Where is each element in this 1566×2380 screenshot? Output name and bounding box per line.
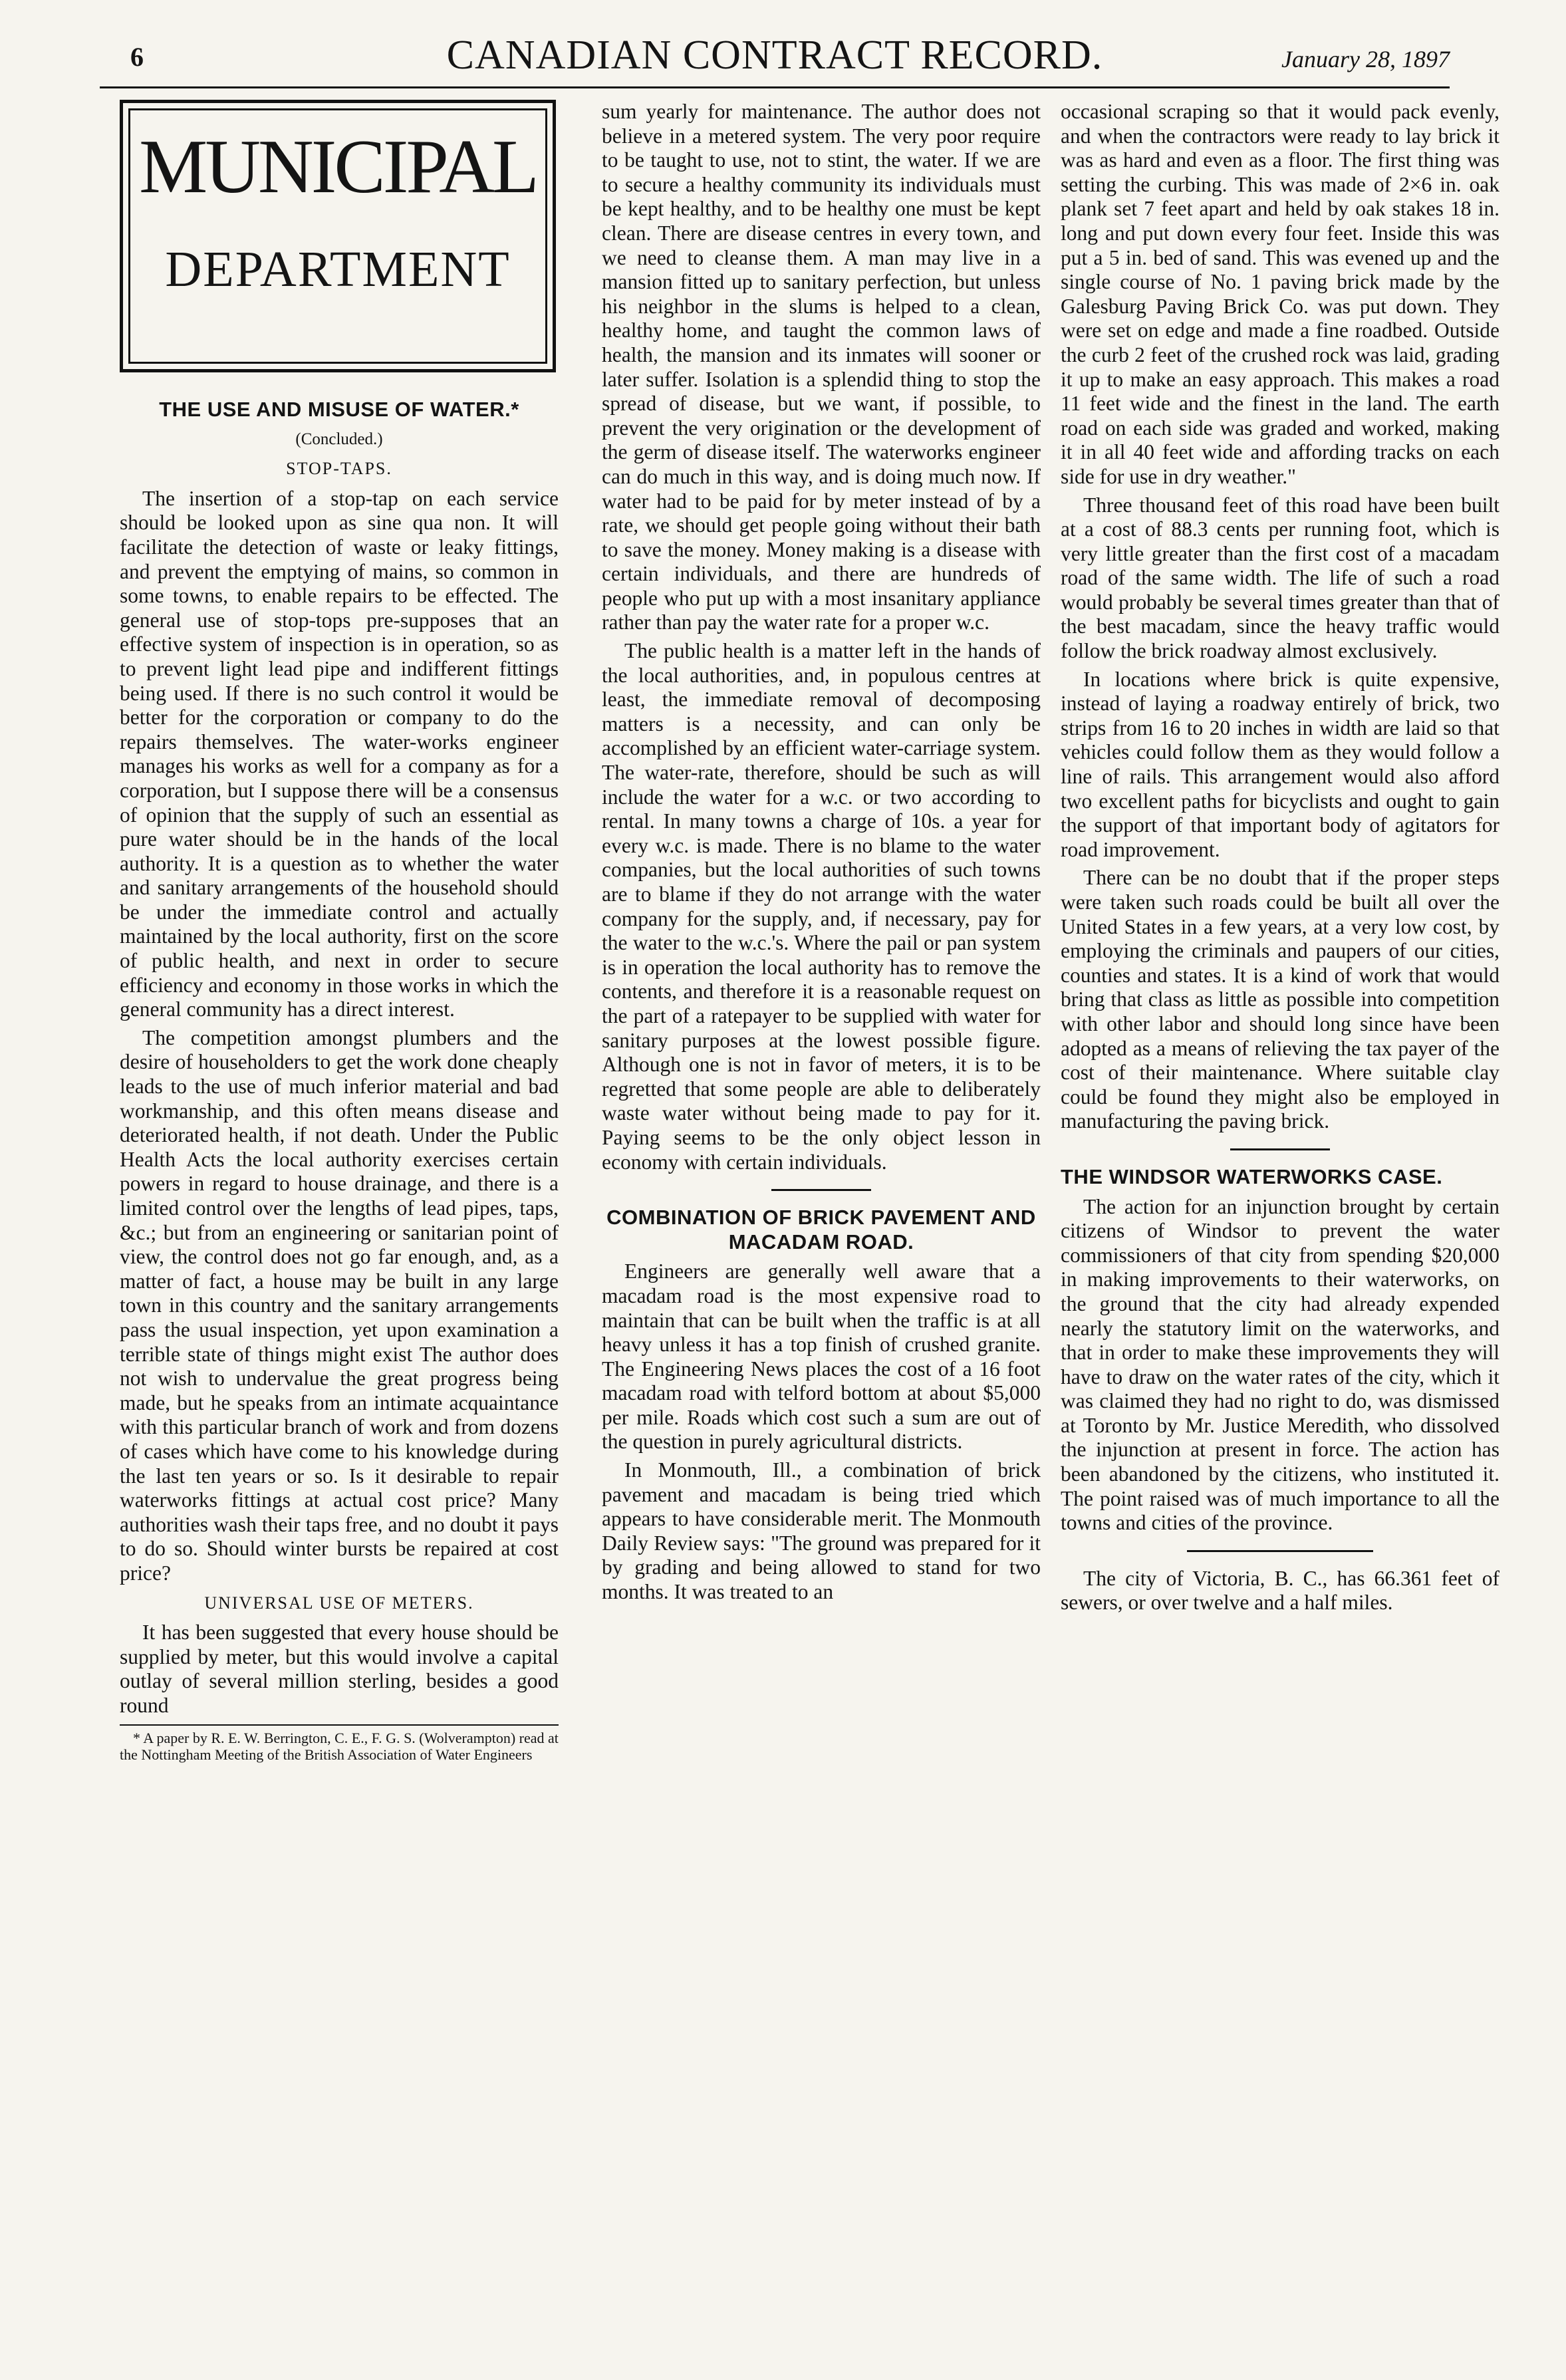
paragraph: In locations where brick is quite expensive, instead of laying a roadway entirely of brick, two strips from 16 to 20 inches in width are laid so that vehicles could follow them as they would follow a line of rails. This arrangement would also afford two excellent paths for bicyclists and ought to gain the support of that important body of agitators for road improvement.	[1061, 667, 1500, 861]
footnote: * A paper by R. E. W. Berrington, C. E., F. G. S. (Wolverampton) read at the Nottingham Meeting of the British Association of Water Engineers	[120, 1724, 559, 1763]
article-title-water: THE USE AND MISUSE OF WATER.*	[159, 398, 519, 421]
paragraph: It has been suggested that every house should be supplied by meter, but this would involve a capital outlay of several million sterling, besides a good round	[120, 1621, 559, 1717]
paragraph: The action for an injunction brought by certain citizens of Windsor to prevent the water commissioners of that city from spending $20,000 in making improvements to their waterworks, on the ground that the city had already expended nearly the statutory limit on the waterworks, and that in order to make these improvements they will have to draw on the water rates of the city, which it was claimed they had no right to do, was dismissed at Toronto by Mr. Justice Meredith, who dissolved the injunction at present in force. The action has been abandoned by the citizens, who instituted it. The point raised was of much importance to all the towns and cities of the province.	[1061, 1194, 1500, 1535]
paragraph: sum yearly for maintenance. The author does not believe in a metered system. The very poor require to be taught to use, not to stint, the water. If we are to secure a healthy community its individuals must be kept healthy, and to be healthy one must be kept clean. There are disease centres in every town, and we need to cleanse them. A man may live in a mansion fitted up to sanitary perfection, but unless his neighbor in the slums is helped to a clean, healthy home, and taught the common laws of health, the mansion and its inmates will sooner or later suffer. Isolation is a splendid thing to stop the spread of disease, but we want, if possible, to prevent the very origination or the development of the germ of disease itself. The waterworks engineer can do much in this way, and is doing much now. If water had to be paid for by meter instead of by a rate, we should get people going without their bath to save the money. Money making is a disease with certain individuals, and there are hundreds of people who put up with a most insanitary appliance rather than pay the water rate for a proper w.c.	[602, 100, 1041, 634]
paragraph: Engineers are generally well aware that a macadam road is the most expensive road to maintain that can be built when the traffic is at all heavy unless it has a top finish of crushed granite. The Engineering News places the cost of a 16 foot macadam road with telford bottom at about $5,000 per mile. Roads which cost such a sum are out of the question in purely agricultural districts.	[602, 1259, 1041, 1454]
subhead-meters: UNIVERSAL USE OF METERS.	[204, 1593, 474, 1613]
paragraph: There can be no doubt that if the proper steps were taken such roads could be built all over the United States in a few years, at a very low cost, by employing the criminals and paupers of our cities, counties and states. It is a kind of work that would bring that class as little as possible into competition with other labor and should long since have been adopted as a means of relieving the tax payer of the cost of their maintenance. Where suitable clay could be found they might also be employed in manufacturing the paving brick.	[1061, 866, 1500, 1133]
paragraph: The competition amongst plumbers and the desire of householders to get the work done cheaply leads to the use of much inferior material and bad workmanship, and this often means disease and deteriorated health, if not death. Under the Public Health Acts the local authority exercises certain powers in regard to house drainage, and there is a limited control over the lengths of lead pipes, taps, &c.; but from an engineering or sanitarian point of view, the control does not go far enough, and, as a matter of fact, a house may be built in any large town in this country and the sanitary arrangements pass the usual inspection, yet upon examination a terrible state of things might exist The author does not wish to undervalue the great progress being made, but he speaks from an intimate acquaintance with this particular branch of work and from dozens of cases which have come to his knowledge during the last ten years or so. Is it desirable to repair waterworks fittings at actual cost price? Many authorities wash their taps free, and no doubt it pays to do so. Should winter bursts be repaired at cost price?	[120, 1025, 559, 1585]
column-right	[1061, 100, 1500, 1619]
page-number: 6	[130, 42, 144, 72]
municipal-department-banner	[120, 100, 556, 372]
paragraph: In Monmouth, Ill., a combination of brick pavement and macadam is being tried which appears to have considerable merit. The Monmouth Daily Review says: "The ground was prepared for it by grading and being allowed to stand for two months. It was treated to an	[602, 1458, 1041, 1604]
paragraph: occasional scraping so that it would pack evenly, and when the contractors were ready to lay brick it was as hard and even as a floor. The first thing was setting the curbing. This was made of 2×6 in. oak plank set 7 feet apart and held by oak stakes 18 in. long and put down every four feet. Inside this was put a 5 in. bed of sand. This was evened up and the single course of No. 1 paving brick made by the Galesburg Paving Brick Co. was put down. They were set on edge and made a fine roadbed. Outside the curb 2 feet of the crushed rock was laid, grading it up to make an easy approach. This makes a road 11 feet wide and the finest in the land. The earth road on each side was graded and worked, making it in all 40 feet wide and affording tracks on each side for use in dry weather."	[1061, 100, 1500, 488]
article-title-brick: COMBINATION OF BRICK PAVEMENT AND MACADAM ROAD.	[606, 1206, 1036, 1254]
banner-line-1: MUNICIPAL	[139, 124, 537, 209]
victoria-sewers-note: The city of Victoria, B. C., has 66.361 feet of sewers, or over twelve and a half miles.	[1061, 1566, 1500, 1615]
section-divider	[1187, 1550, 1373, 1552]
paragraph: The insertion of a stop-tap on each service should be looked upon as sine qua non. It will facilitate the detection of waste or leaky fittings, and prevent the emptying of mains, so common in some towns, to enable repairs to be effected. The general use of stop-tops pre-supposes that an effective system of inspection is in operation, so as to prevent light lead pipe and indifferent fittings being used. If there is no such control it would be better for the corporation or company to do the repairs themselves. The water-works engineer manages his works as well for a company as for a corporation, but I suppose there will be a consensus of opinion that the supply of such an essential as pure water should be in the hands of the local authority. It is a question as to whether the water and sanitary arrangements of the household should be under the immediate control and actually maintained by the local authority, first on the score of public health, and next in order to secure efficiency and economy in those works in which the general community has a direct interest.	[120, 486, 559, 1021]
paragraph: The public health is a matter left in the hands of the local authorities, and, in populous centres at least, the immediate removal of decomposing matters is a necessity, and can only be accomplished by an efficient water-carriage system. The water-rate, therefore, should be such as will include the water for a w.c. or two according to rental. In many towns a charge of 10s. a year for every w.c. is made. There is no blame to the water companies, but the local authorities of such towns are to blame if they do not arrange with the water company for the supply, and, if necessary, pay for the water to the w.c.'s. Where the pail or pan system is in operation the local authority has to remove the contents, and therefore it is a reasonable request on the part of a ratepayer to be supplied with water for sanitary purposes at the lowest possible figure. Although one is not in favor of meters, it is to be regretted that some people are able to deliberately waste water without being made to pay for it. Paying seems to be the only object lesson in economy with certain individuals.	[602, 639, 1041, 1174]
column-middle	[602, 100, 1041, 1609]
section-divider	[771, 1189, 871, 1191]
page-header	[100, 27, 1450, 88]
banner-line-2: DEPARTMENT	[165, 241, 511, 297]
issue-date: January 28, 1897	[1281, 46, 1450, 72]
article-title-windsor: THE WINDSOR WATERWORKS CASE.	[1061, 1164, 1443, 1188]
concluded-note: (Concluded.)	[295, 430, 383, 448]
section-divider	[1230, 1148, 1330, 1150]
masthead: CANADIAN CONTRACT RECORD.	[446, 33, 1103, 78]
column-left	[120, 100, 559, 1763]
paragraph: Three thousand feet of this road have been built at a cost of 88.3 cents per running foot, which is very little greater than the first cost of a macadam road of the same width. The life of such a road would probably be several times greater than that of the best macadam, since the heavy traffic would follow the brick roadway almost exclusively.	[1061, 493, 1500, 663]
subhead-stop-taps: STOP-TAPS.	[286, 459, 392, 479]
